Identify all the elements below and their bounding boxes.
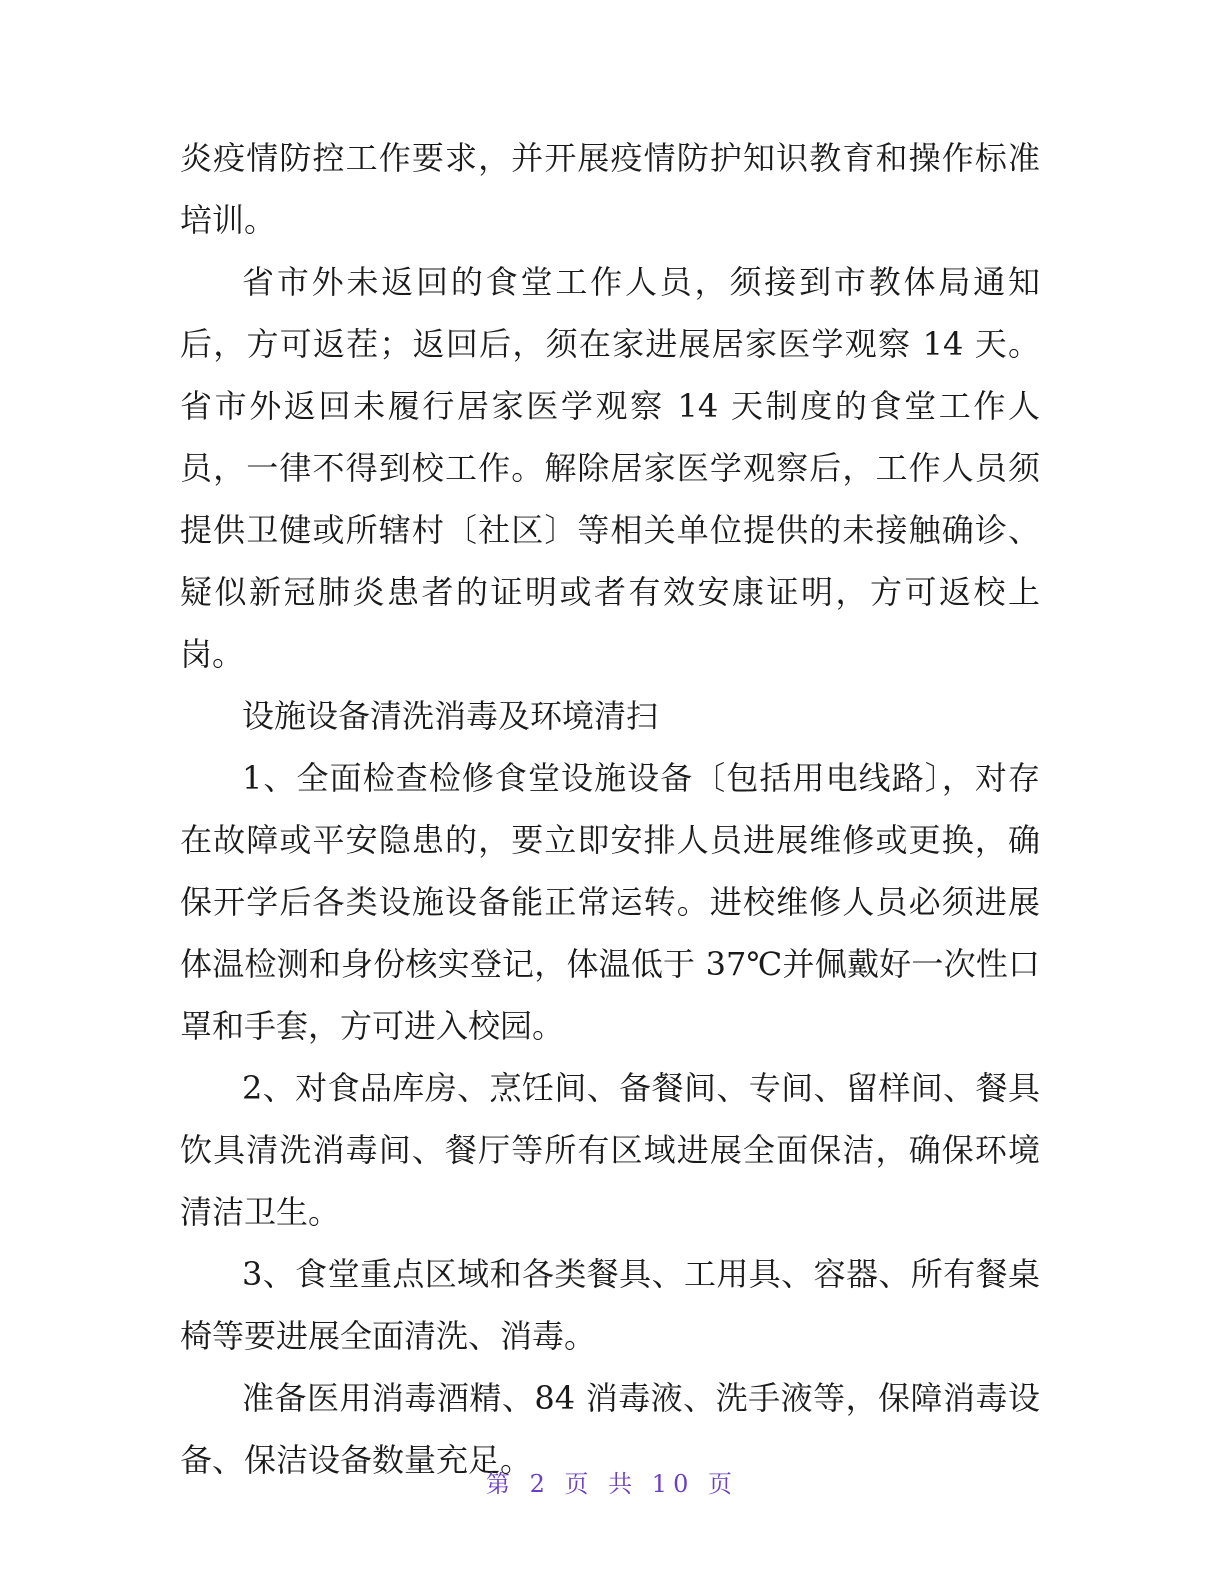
paragraph-1: 炎疫情防控工作要求，并开展疫情防护知识教育和操作标准培训。 (180, 139, 1040, 239)
paragraph-supplies: 准备医用消毒酒精、84 消毒液、洗手液等，保障消毒设备、保洁设备数量充足。 (180, 1379, 1040, 1479)
document-body (180, 127, 1040, 1491)
paragraph-item-2: 2、对食品库房、烹饪间、备餐间、专间、留样间、餐具饮具清洗消毒间、餐厅等所有区域进展全面保洁，确保环境清洁卫生。 (180, 1069, 1040, 1231)
paragraph-item-3: 3、食堂重点区域和各类餐具、工用具、容器、所有餐桌椅等要进展全面清洗、消毒。 (180, 1255, 1040, 1355)
section-heading: 设施设备清洗消毒及环境清扫 (242, 697, 659, 735)
paragraph-item-1: 1、全面检查检修食堂设施设备〔包括用电线路〕，对存在故障或平安隐患的，要立即安排人员进展维修或更换，确保开学后各类设施设备能正常运转。进校维修人员必须进展体温检测和身份核实登记，体温低于 37℃并佩戴好一次性口罩和手套，方可进入校园。 (180, 759, 1040, 1045)
page-number-label: 第 2 页 共 10 页 (486, 1470, 738, 1498)
paragraph-2: 省市外未返回的食堂工作人员，须接到市教体局通知后，方可返茬；返回后，须在家进展居家医学观察 14 天。省市外返回未履行居家医学观察 14 天制度的食堂工作人员，一律不得到校工作。解除居家医学观察后，工作人员须提供卫健或所辖村〔社区〕等相关单位提供的未接触确诊、疑似新冠肺炎患者的证明或者有效安康证明，方可返校上岗。 (180, 263, 1040, 673)
page-footer (0, 1464, 1224, 1499)
